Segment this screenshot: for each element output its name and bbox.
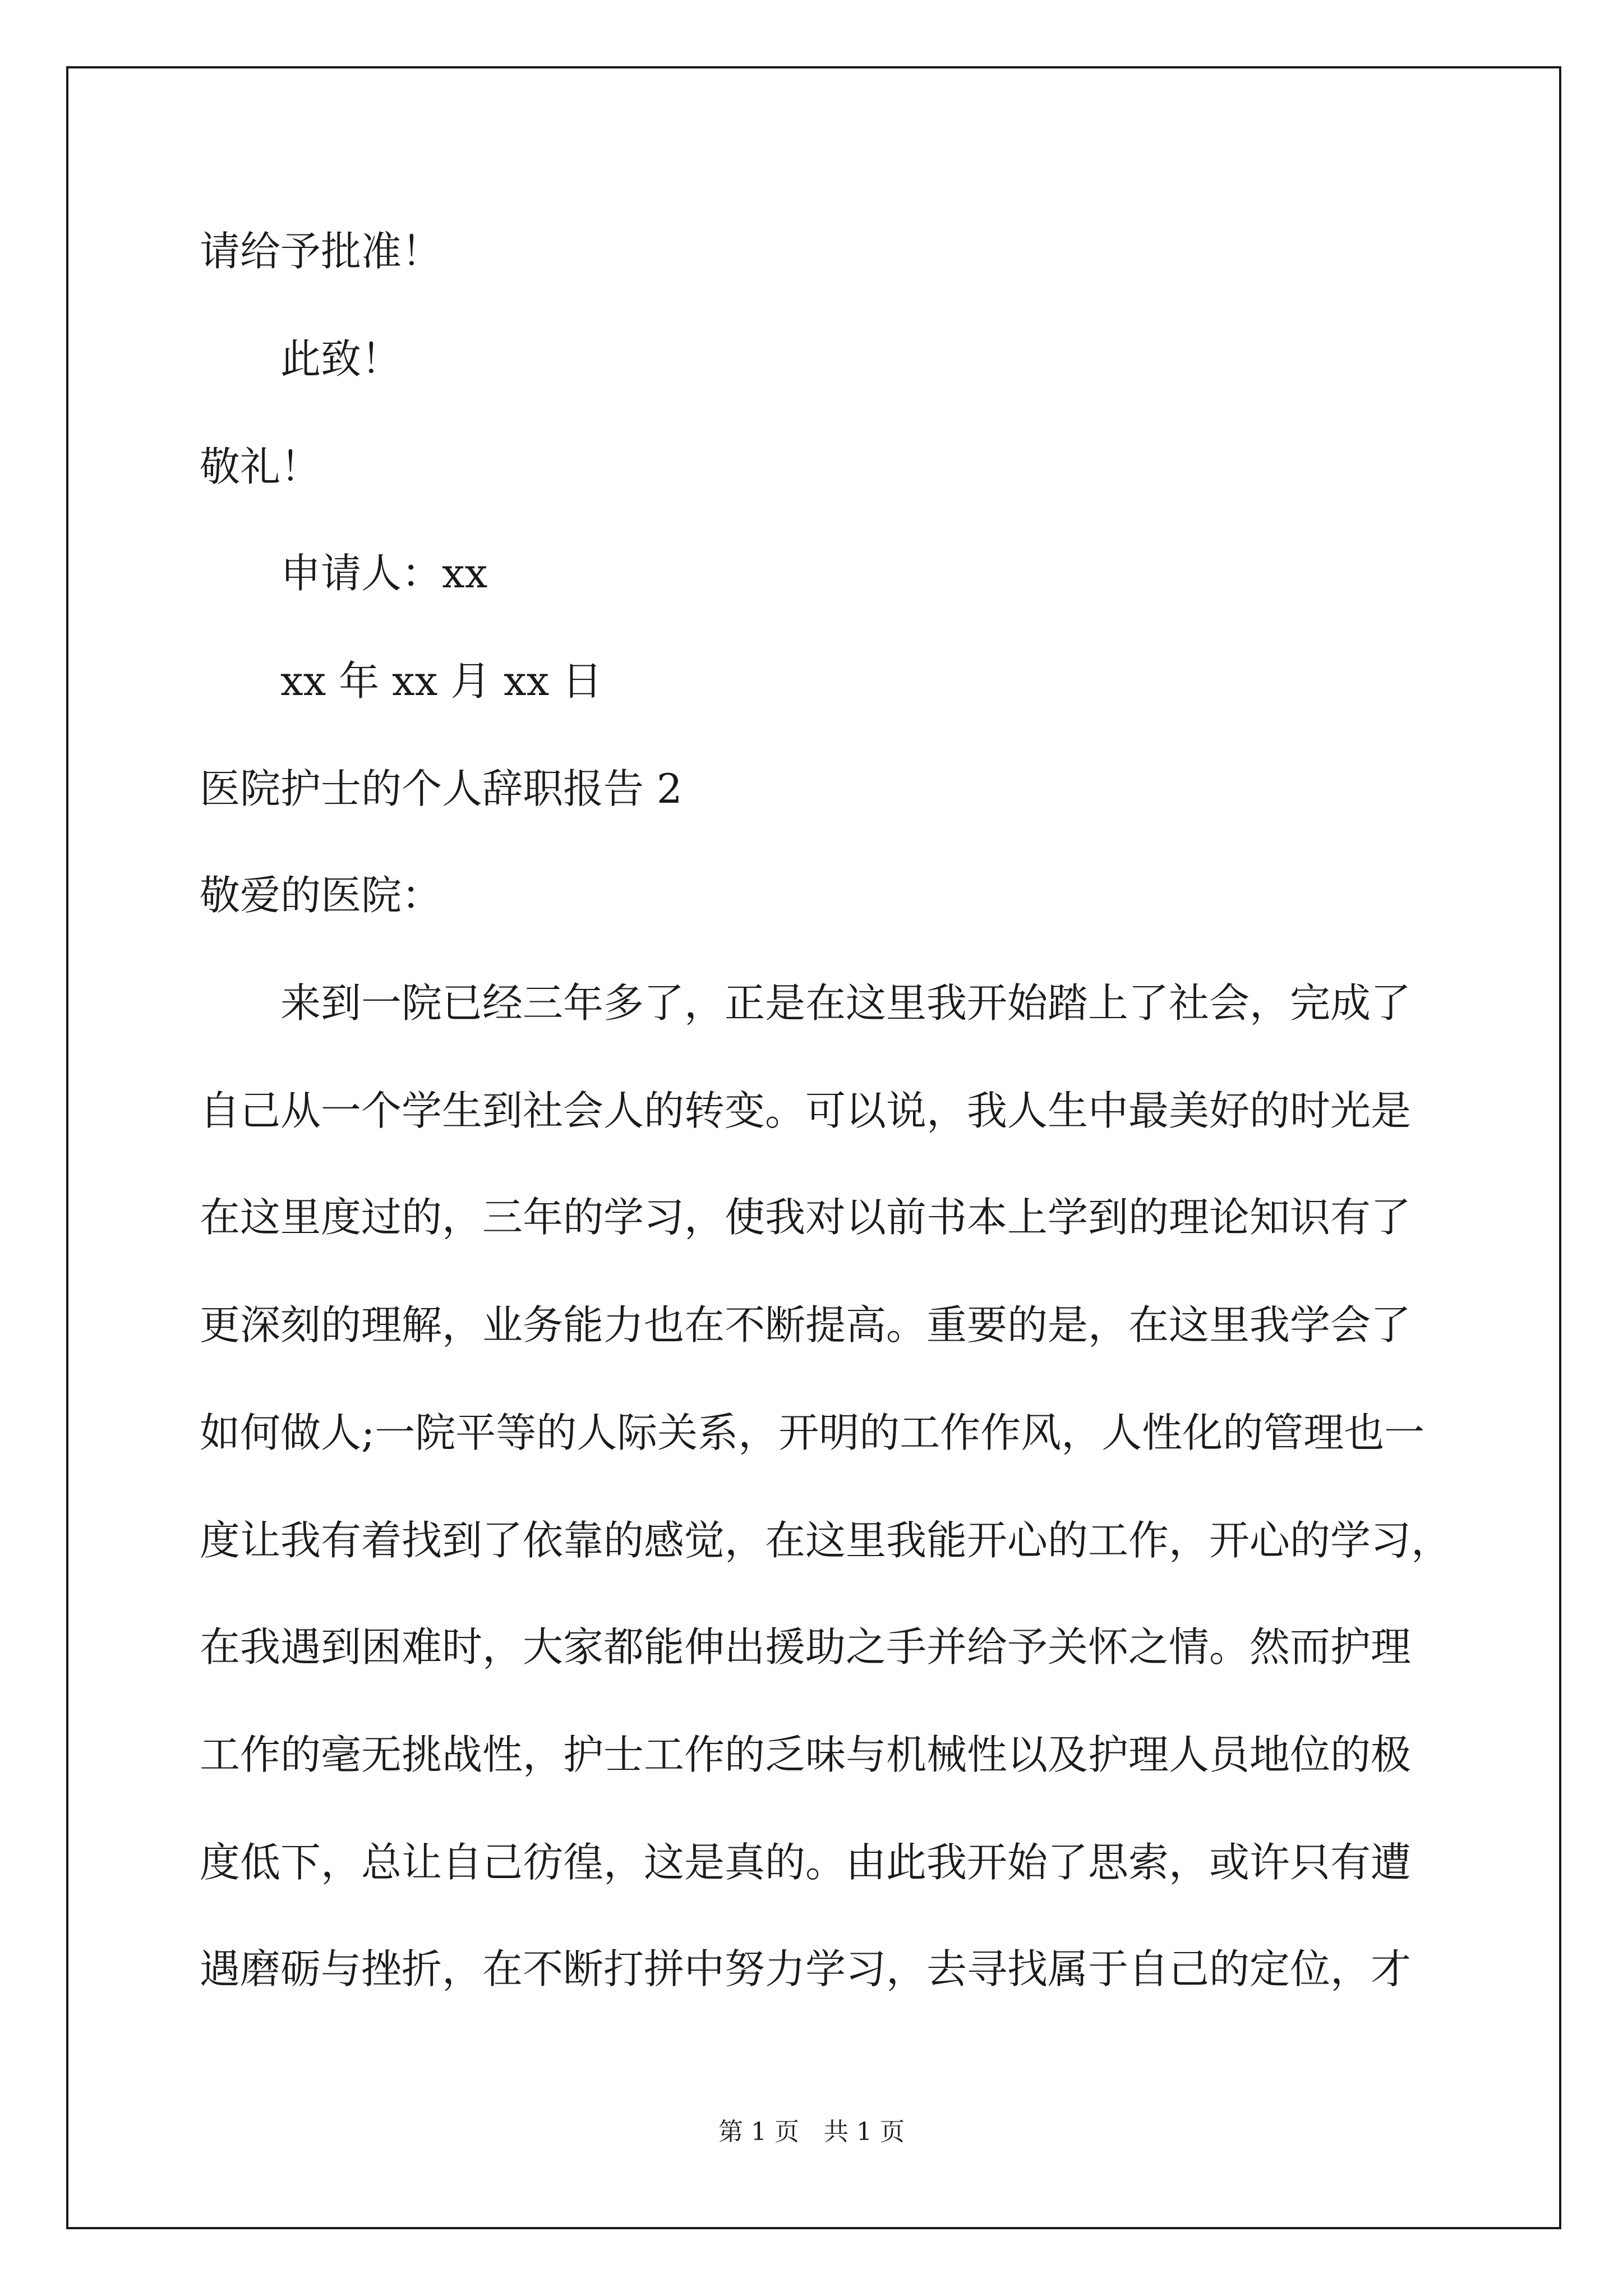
- body-line: 如何做人;一院平等的人际关系，开明的工作作风，人性化的管理也一: [200, 1409, 1425, 1456]
- page-footer: 第 1 页 共 1 页: [718, 2118, 905, 2146]
- body-line: 遇磨砺与挫折，在不断打拼中努力学习，去寻找属于自己的定位，才: [200, 1945, 1412, 1993]
- body-line: 度低下，总让自己彷徨，这是真的。由此我开始了思索，或许只有遭: [200, 1839, 1412, 1886]
- applicant-line: 申请人：xx: [280, 550, 488, 597]
- body-line: 更深刻的理解，业务能力也在不断提高。重要的是，在这里我学会了: [200, 1301, 1412, 1349]
- salutation-cizhi-line: 此致！: [280, 335, 402, 383]
- body-line: 在我遇到困难时，大家都能伸出援助之手并给予关怀之情。然而护理: [200, 1623, 1412, 1671]
- body-line: 工作的毫无挑战性，护士工作的乏味与机械性以及护理人员地位的极: [200, 1731, 1412, 1778]
- body-line: 在这里度过的，三年的学习，使我对以前书本上学到的理论知识有了: [200, 1194, 1412, 1241]
- body-line: 来到一院已经三年多了，正是在这里我开始踏上了社会，完成了: [280, 979, 1412, 1027]
- salutation-jingli-line: 敬礼！: [200, 443, 321, 490]
- page-frame: [66, 66, 1561, 2229]
- section-title: 医院护士的个人辞职报告 2: [200, 765, 683, 812]
- closing-request-line: 请给予批准！: [200, 228, 442, 275]
- greeting-line: 敬爱的医院：: [200, 872, 442, 919]
- body-line: 度让我有着找到了依靠的感觉，在这里我能开心的工作，开心的学习，: [200, 1517, 1452, 1564]
- date-line: xx 年 xx 月 xx 日: [280, 657, 603, 705]
- body-line: 自己从一个学生到社会人的转变。可以说，我人生中最美好的时光是: [200, 1087, 1412, 1134]
